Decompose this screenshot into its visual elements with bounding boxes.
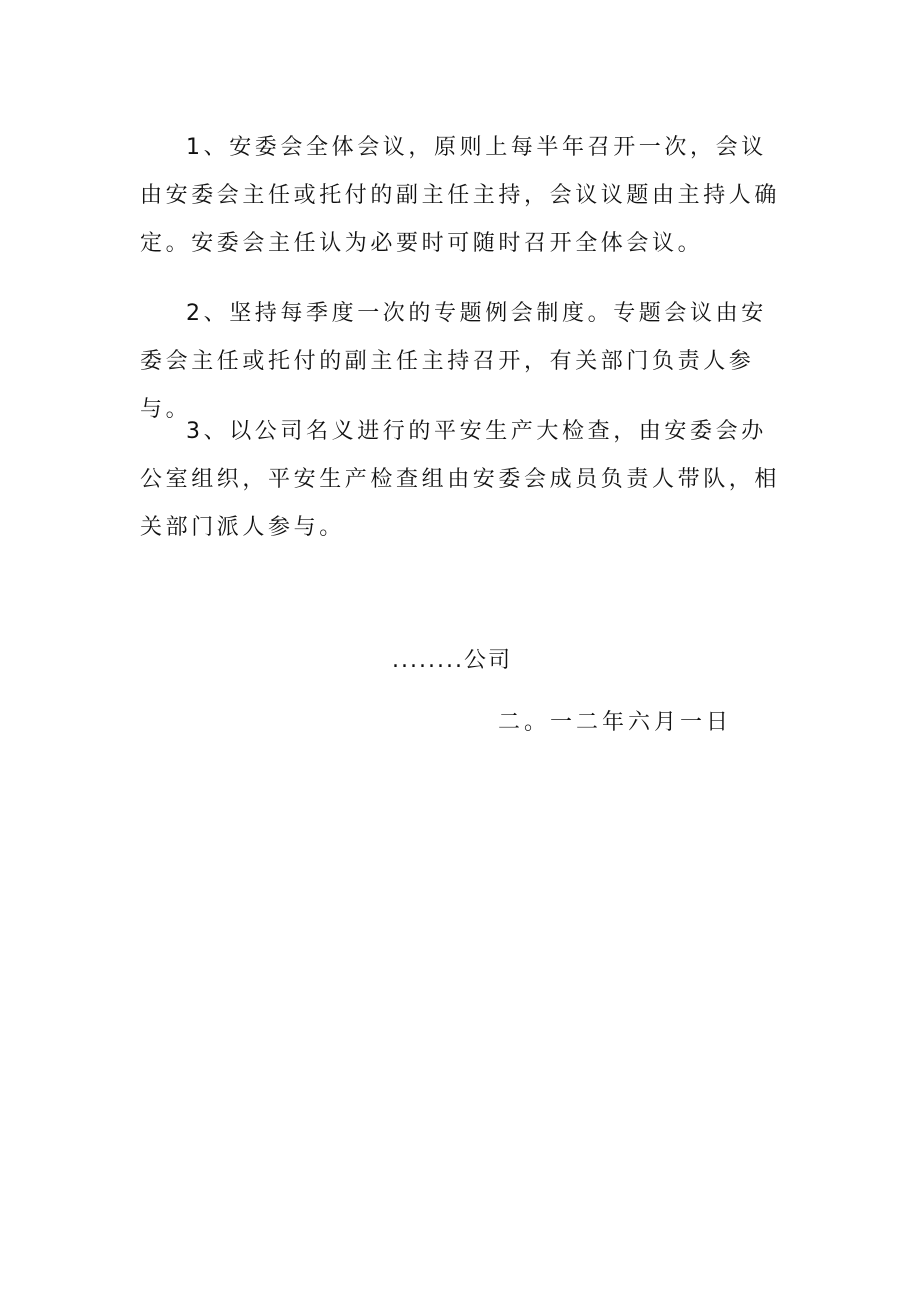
paragraph-3: 3、以公司名义进行的平安生产大检查，由安委会办公室组织，平安生产检查组由安委会成员负责人带队，相关部门派人参与。 [140, 419, 781, 540]
signature-company: ........公司 [392, 648, 512, 673]
paragraph-2: 2、坚持每季度一次的专题例会制度。专题会议由安委会主任或托付的副主任主持召开，有关部门负责人参与。 [140, 301, 767, 422]
paragraph-1: 1、安委会全体会议，原则上每半年召开一次，会议由安委会主任或托付的副主任主持，会议议题由主持人确定。安委会主任认为必要时可随时召开全体会议。 [140, 135, 781, 256]
signature-date: 二。一二年六月一日 [498, 710, 733, 735]
